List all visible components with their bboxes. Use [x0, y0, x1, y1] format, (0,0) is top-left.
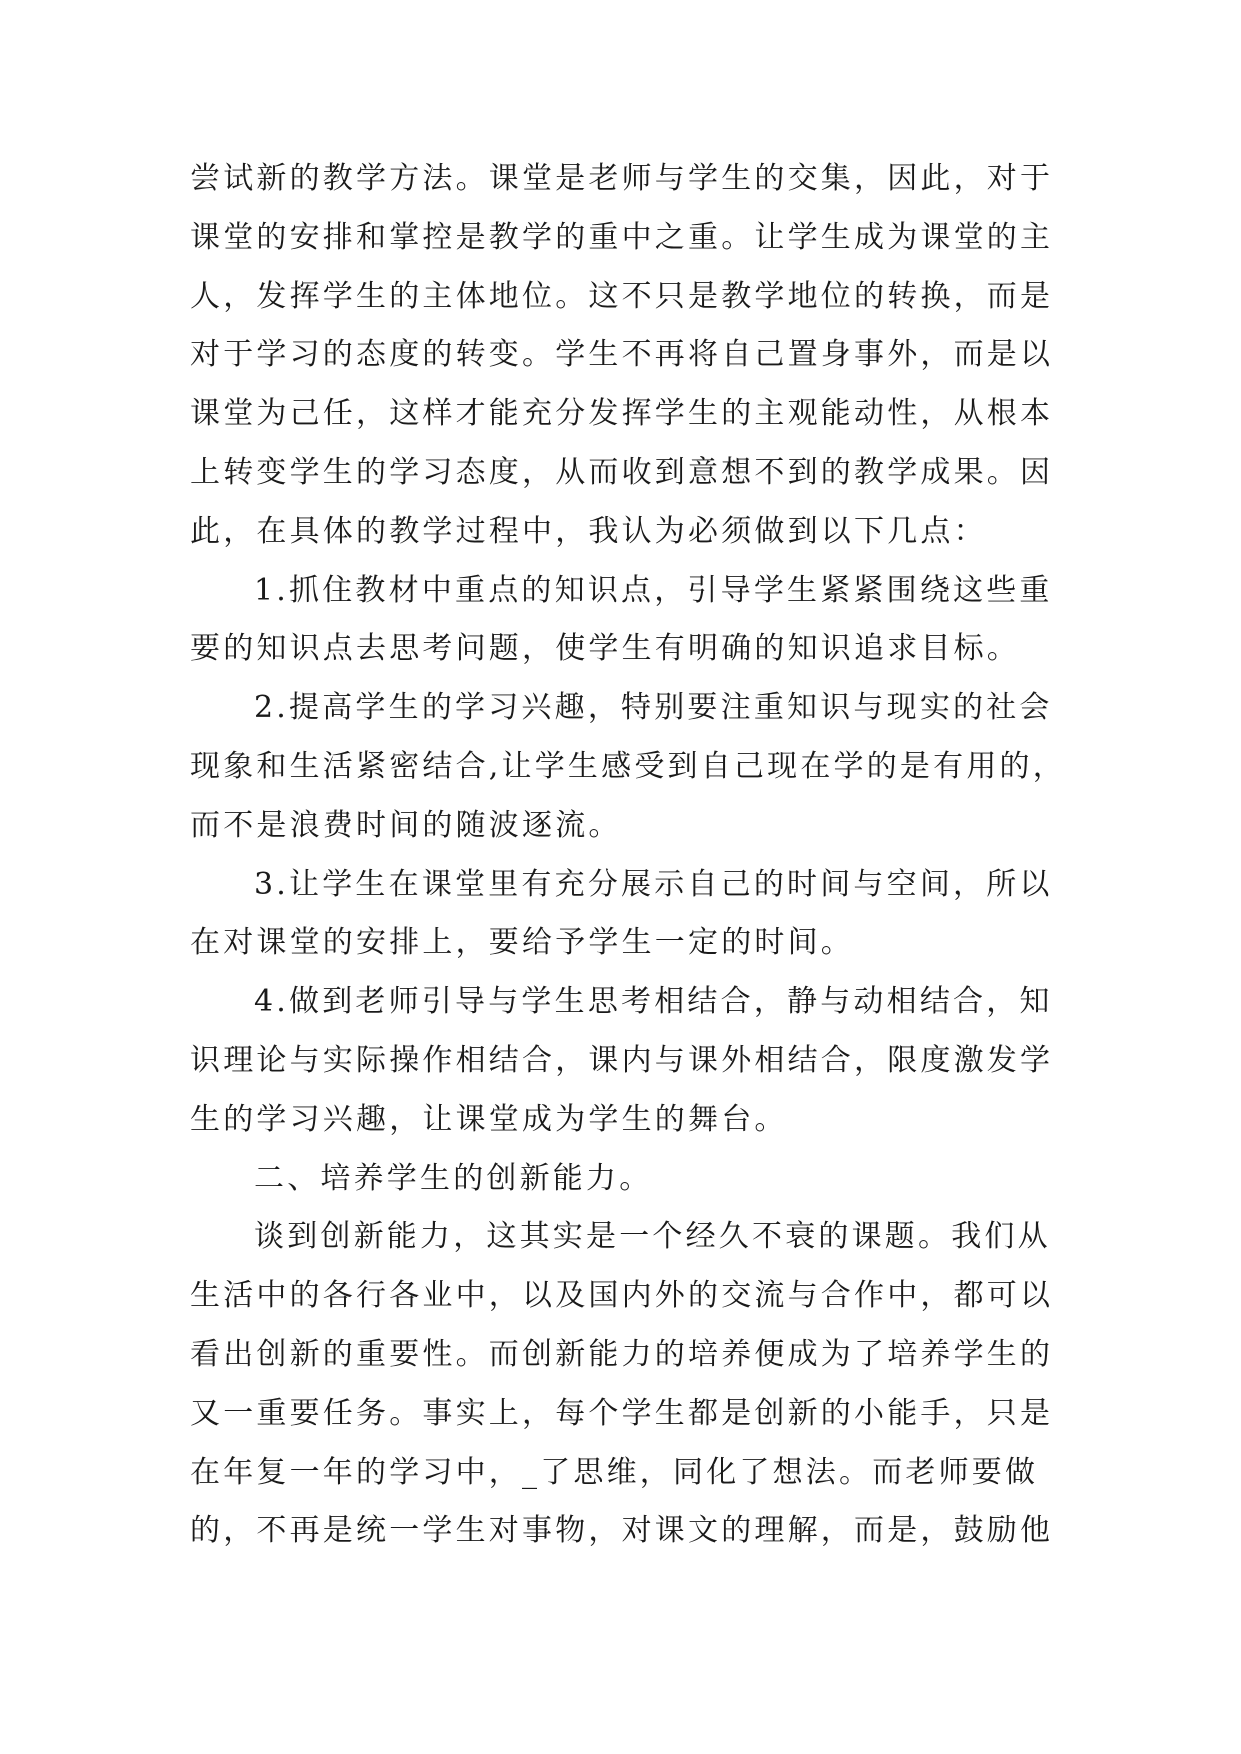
- text-line: 人，发挥学生的主体地位。这不只是教学地位的转换，而是: [190, 278, 1054, 314]
- text-line: 在对课堂的安排上，要给予学生一定的时间。: [190, 925, 854, 961]
- text-line: 对于学习的态度的转变。学生不再将自己置身事外，而是以: [190, 337, 1054, 373]
- paragraph-start-line: 谈到创新能力，这其实是一个经久不衰的课题。我们从: [254, 1219, 1051, 1255]
- list-item-2-line: 2.提高学生的学习兴趣，特别要注重知识与现实的社会: [254, 690, 1053, 726]
- text-line: 的，不再是统一学生对事物，对课文的理解，而是，鼓励他: [190, 1513, 1054, 1549]
- text-line: 又一重要任务。事实上，每个学生都是创新的小能手，只是: [190, 1395, 1054, 1431]
- text-line: 现象和生活紧密结合,让学生感受到自己现在学的是有用的，: [190, 748, 1066, 784]
- text-line: 尝试新的教学方法。课堂是老师与学生的交集，因此，对于: [190, 161, 1054, 196]
- text-line: 要的知识点去思考问题，使学生有明确的知识追求目标。: [190, 631, 1020, 667]
- text-line: 而不是浪费时间的随波逐流。: [190, 807, 622, 843]
- text-line: 在年复一年的学习中，_了思维，同化了想法。而老师要做: [190, 1454, 1039, 1490]
- text-line: 看出创新的重要性。而创新能力的培养便成为了培养学生的: [190, 1336, 1054, 1372]
- document-body: [190, 150, 1066, 1561]
- text-line: 生的学习兴趣，让课堂成为学生的舞台。: [190, 1101, 788, 1137]
- list-item-1-line: 1.抓住教材中重点的知识点，引导学生紧紧围绕这些重: [254, 572, 1053, 608]
- text-line: 生活中的各行各业中，以及国内外的交流与合作中，都可以: [190, 1278, 1054, 1314]
- text-line: 识理论与实际操作相结合，课内与课外相结合，限度激发学: [190, 1042, 1054, 1078]
- text-line: 课堂为己任，这样才能充分发挥学生的主观能动性，从根本: [190, 396, 1054, 432]
- list-item-3-line: 3.让学生在课堂里有充分展示自己的时间与空间，所以: [254, 866, 1053, 902]
- text-line: 此，在具体的教学过程中，我认为必须做到以下几点：: [190, 513, 987, 549]
- text-line: 上转变学生的学习态度，从而收到意想不到的教学成果。因: [190, 454, 1054, 490]
- text-line: 课堂的安排和掌控是教学的重中之重。让学生成为课堂的主: [190, 219, 1054, 255]
- section-heading: 二、培养学生的创新能力。: [254, 1160, 653, 1196]
- list-item-4-line: 4.做到老师引导与学生思考相结合，静与动相结合，知: [254, 984, 1053, 1020]
